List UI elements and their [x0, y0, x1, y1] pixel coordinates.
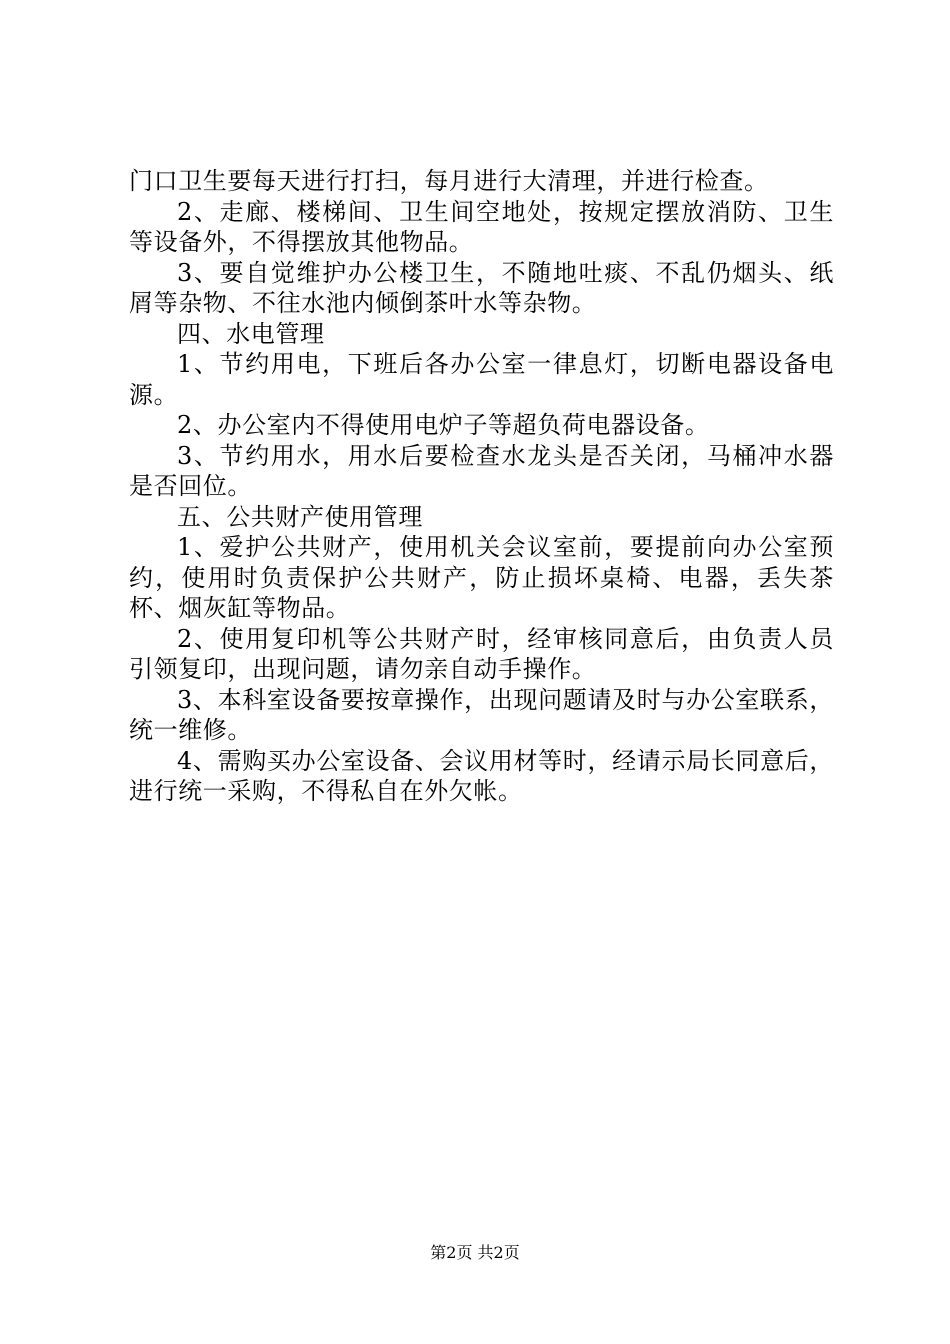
body-line: 屑等杂物、不往水池内倾倒茶叶水等杂物。 [129, 289, 597, 317]
page-number-footer: 第2页 共2页 [430, 1243, 520, 1262]
body-line: 3、节约用水，用水后要检查水龙头是否关闭，马桶冲水器 [177, 441, 834, 470]
body-line: 等设备外，不得摆放其他物品。 [129, 228, 474, 256]
document-body [129, 166, 834, 807]
body-line: 2、走廊、楼梯间、卫生间空地处，按规定摆放消防、卫生 [177, 197, 834, 226]
body-line: 3、要自觉维护办公楼卫生，不随地吐痰、不乱仍烟头、纸 [177, 258, 834, 287]
body-line: 源。 [129, 380, 179, 409]
body-line: 1、爱护公共财产，使用机关会议室前，要提前向办公室预 [177, 533, 834, 561]
body-line: 门口卫生要每天进行打扫，每月进行大清理，并进行检查。 [129, 167, 769, 195]
body-line: 是否回位。 [129, 472, 252, 500]
body-line: 3、本科室设备要按章操作，出现问题请及时与办公室联系， [177, 685, 834, 714]
body-line: 2、使用复印机等公共财产时，经审核同意后，由负责人员 [177, 624, 834, 653]
body-line: 2、办公室内不得使用电炉子等超负荷电器设备。 [177, 411, 710, 439]
body-line: 统一维修。 [129, 716, 252, 744]
body-line: 约，使用时负责保护公共财产，防止损坏桌椅、电器，丢失茶 [129, 563, 834, 592]
body-line: 进行统一采购，不得私自在外欠帐。 [129, 777, 523, 805]
body-line: 引领复印，出现问题，请勿亲自动手操作。 [129, 655, 597, 683]
body-line: 1、节约用电，下班后各办公室一律息灯，切断电器设备电 [177, 350, 834, 378]
body-line: 杯、烟灰缸等物品。 [129, 594, 351, 622]
body-line: 4、需购买办公室设备、会议用材等时，经请示局长同意后， [177, 746, 834, 775]
section-heading: 五、公共财产使用管理 [177, 502, 423, 531]
section-heading: 四、水电管理 [177, 319, 325, 348]
